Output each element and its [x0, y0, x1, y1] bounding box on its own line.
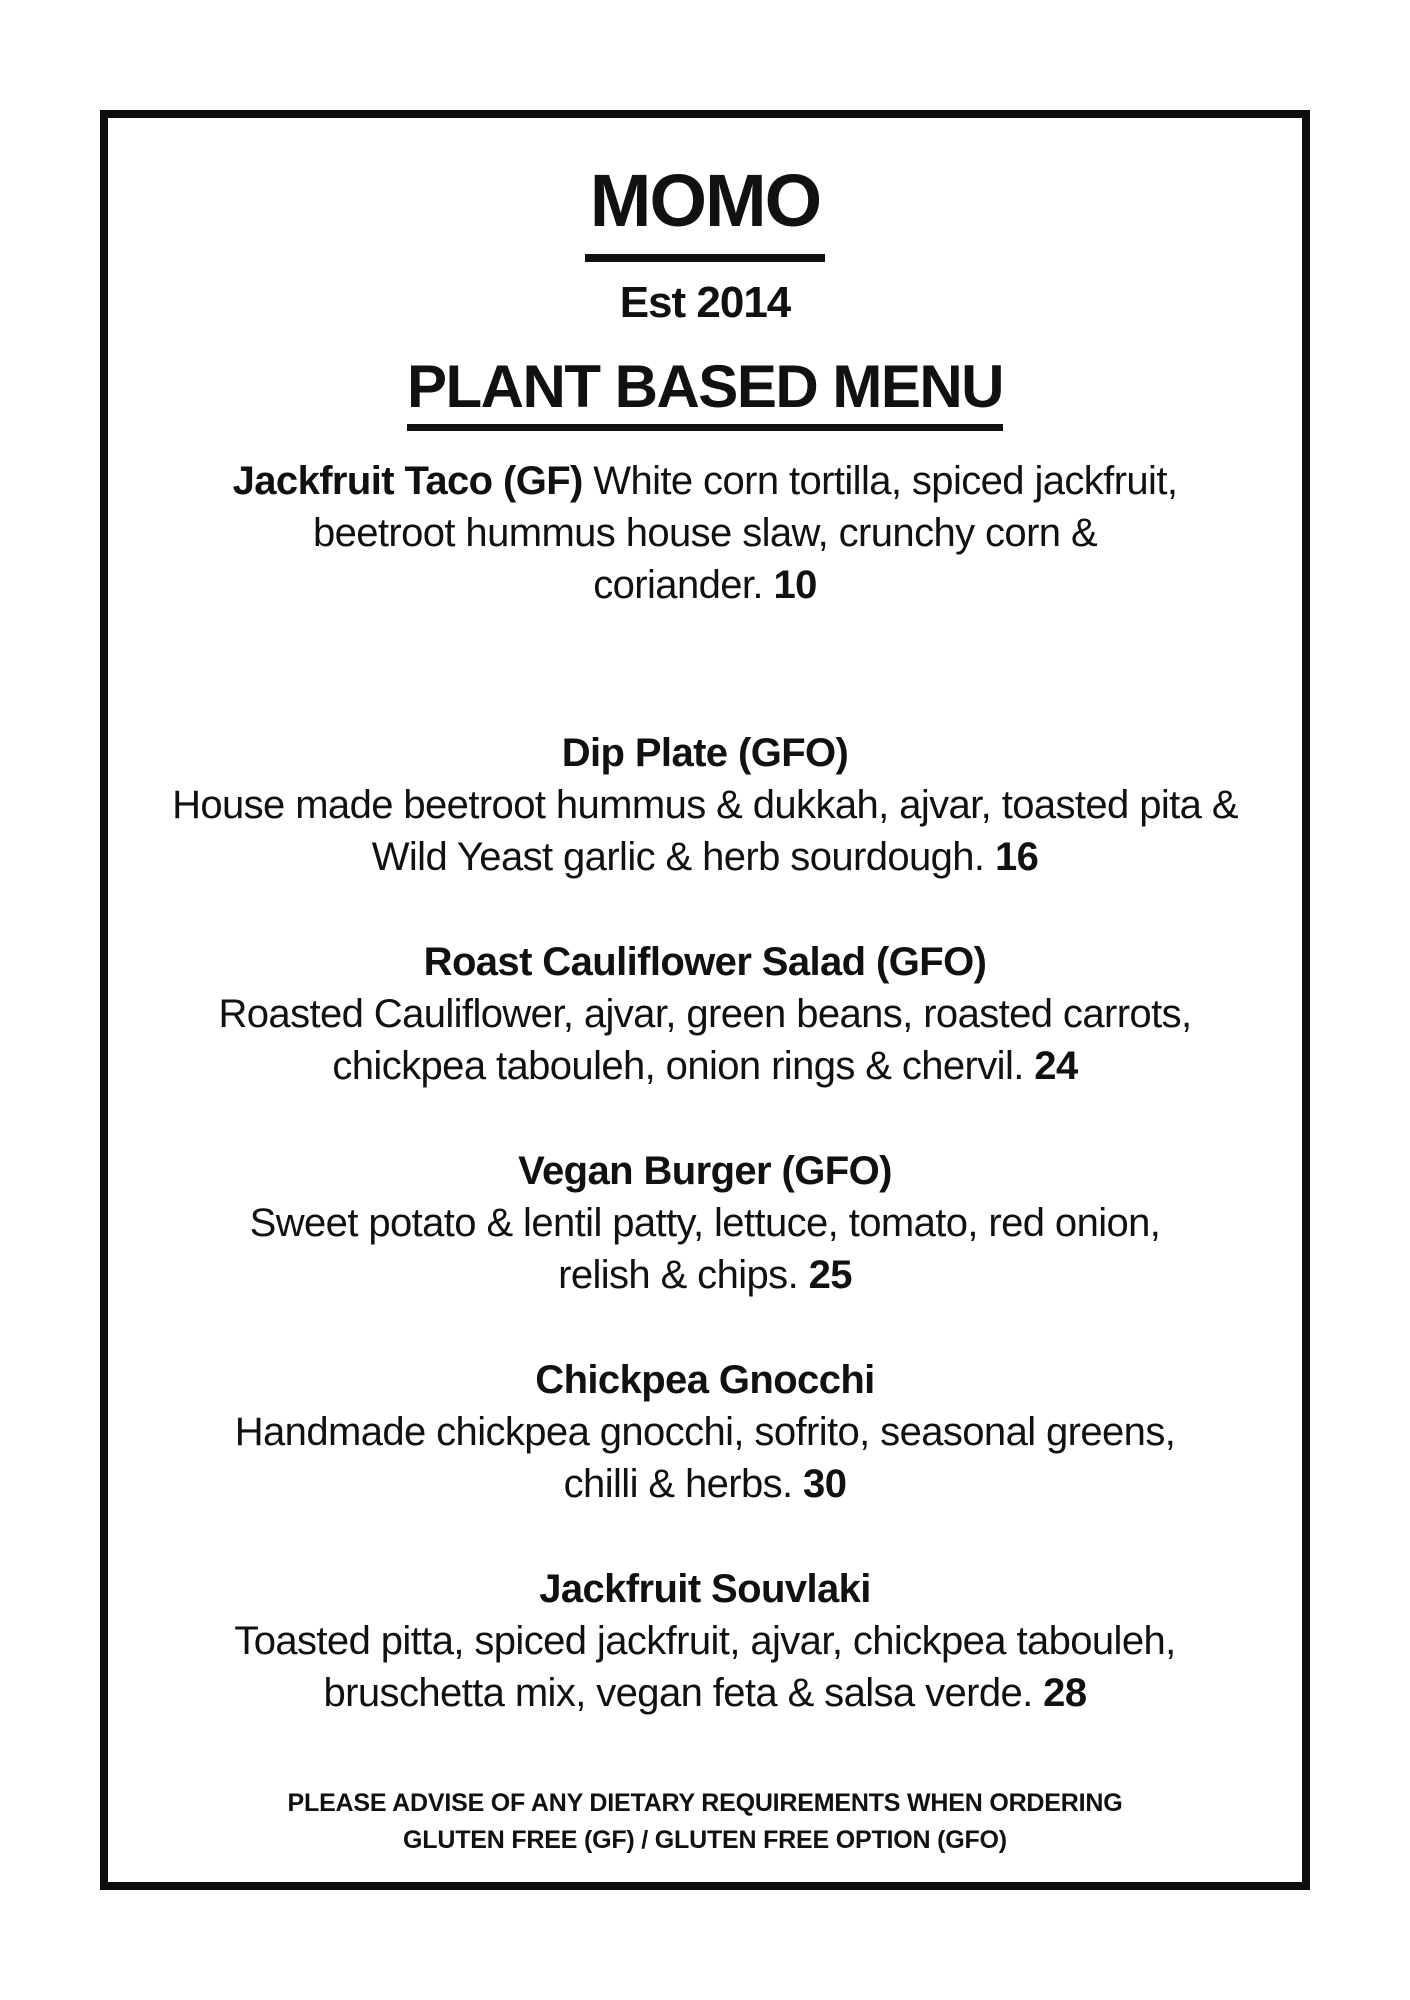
- item-name-text: Roast Cauliflower Salad (GFO): [423, 940, 987, 985]
- menu-item: [108, 455, 1302, 611]
- item-description-text: chickpea tabouleh, onion rings & chervil.: [332, 1044, 1024, 1089]
- item-price: 28: [1043, 1671, 1087, 1716]
- menu-item: [108, 936, 1302, 1092]
- item-description-text: Roasted Cauliflower, ajvar, green beans, roasted carrots,: [218, 992, 1192, 1037]
- menu-border-frame: [100, 110, 1310, 1890]
- item-name: [108, 1145, 1302, 1197]
- footer-note: [108, 1785, 1302, 1859]
- item-description-text: Sweet potato & lentil patty, lettuce, tomato, red onion,: [249, 1201, 1161, 1246]
- item-name: [108, 936, 1302, 988]
- item-name-text: Chickpea Gnocchi: [535, 1358, 875, 1403]
- item-price: 25: [808, 1253, 852, 1298]
- item-name-text: Dip Plate (GFO): [561, 731, 849, 776]
- title-divider: [585, 254, 825, 262]
- item-description-text: relish & chips.: [558, 1253, 799, 1298]
- item-description-text: Wild Yeast garlic & herb sourdough.: [371, 835, 985, 880]
- item-description-text: chilli & herbs.: [563, 1462, 793, 1507]
- item-description-text: Toasted pitta, spiced jackfruit, ajvar, chickpea tabouleh,: [234, 1619, 1176, 1664]
- menu-item: [108, 1563, 1302, 1719]
- item-description-line: [108, 455, 1302, 507]
- item-price: 24: [1034, 1044, 1078, 1089]
- menu-item: [108, 1145, 1302, 1301]
- item-name-text: Vegan Burger (GFO): [518, 1149, 892, 1194]
- established-text: Est 2014: [619, 277, 791, 327]
- item-description-text: beetroot hummus house slaw, crunchy corn &: [312, 511, 1098, 556]
- item-name-text: Jackfruit Souvlaki: [539, 1567, 871, 1612]
- item-price: 10: [773, 563, 817, 608]
- item-description-line: [108, 507, 1302, 559]
- menu-items: [108, 455, 1302, 1719]
- item-description-line: [108, 1406, 1302, 1458]
- footer-dietary-line: PLEASE ADVISE OF ANY DIETARY REQUIREMENTS WHEN ORDERING: [287, 1789, 1123, 1818]
- menu-title: PLANT BASED MENU: [407, 354, 1003, 431]
- item-description-text: coriander.: [593, 563, 763, 608]
- item-price: 16: [994, 835, 1039, 880]
- restaurant-name: MOMO: [589, 159, 821, 242]
- item-description-line: [108, 779, 1302, 831]
- item-name: [108, 1563, 1302, 1615]
- item-description-text: House made beetroot hummus & dukkah, ajvar, toasted pita &: [172, 783, 1238, 828]
- item-name: [108, 1354, 1302, 1406]
- item-description-line: [108, 988, 1302, 1040]
- menu-item: [108, 1354, 1302, 1510]
- item-description-line: [108, 559, 1302, 611]
- item-description-line: [108, 1249, 1302, 1301]
- item-description-line: [108, 1615, 1302, 1667]
- item-description-line: [108, 1197, 1302, 1249]
- item-price: 30: [803, 1462, 847, 1507]
- item-description-text: bruschetta mix, vegan feta & salsa verde.: [323, 1671, 1033, 1716]
- item-description-line: [108, 831, 1302, 883]
- footer-gluten-line: GLUTEN FREE (GF) / GLUTEN FREE OPTION (GFO): [403, 1826, 1007, 1855]
- item-name-text: Jackfruit Taco (GF): [232, 459, 583, 504]
- item-description-line: [108, 1040, 1302, 1092]
- item-description-text: Handmade chickpea gnocchi, sofrito, seasonal greens,: [234, 1410, 1176, 1455]
- menu-item: [108, 727, 1302, 883]
- item-description-text: White corn tortilla, spiced jackfruit,: [593, 459, 1178, 504]
- item-name: [108, 727, 1302, 779]
- item-description-line: [108, 1458, 1302, 1510]
- item-description-line: [108, 1667, 1302, 1719]
